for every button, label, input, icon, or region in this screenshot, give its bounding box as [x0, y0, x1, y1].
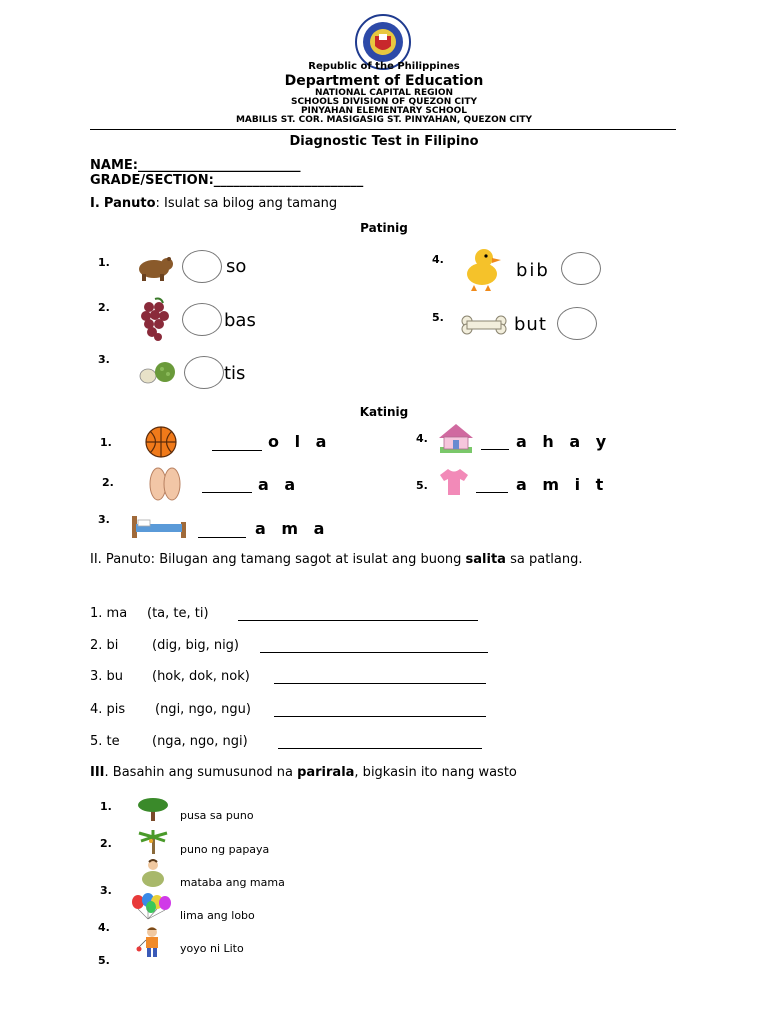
header-divider: [90, 129, 676, 130]
part2-answer-line-2[interactable]: [260, 652, 488, 653]
department-title: Department of Education: [284, 73, 484, 89]
phrase-3: mataba ang mama: [180, 876, 285, 889]
part3-keyword: parirala: [297, 765, 355, 780]
katinig-letters-2: a a: [258, 475, 301, 494]
patinig-num-4: 4.: [432, 253, 444, 266]
region-line: NATIONAL CAPITAL REGION: [314, 88, 454, 98]
katinig-letters-5: a m i t: [516, 475, 609, 494]
shirt-icon: [438, 467, 470, 497]
part2-item-5-choices[interactable]: (nga, ngo, ngi): [152, 734, 248, 749]
name-field[interactable]: NAME:_________________________: [90, 158, 301, 173]
katinig-letters-1: o l a: [268, 432, 332, 451]
tree-icon: [136, 796, 170, 822]
patinig-answer-circle-5[interactable]: [557, 307, 597, 340]
phrase-5: yoyo ni Lito: [180, 942, 244, 955]
part2-item-1-syllable: 1. ma: [90, 606, 128, 621]
part2-item-3-syllable: 3. bu: [90, 669, 124, 684]
part3-roman: III: [90, 765, 105, 780]
part1-roman: I.: [90, 196, 100, 211]
balloons-icon: [130, 892, 172, 920]
part3-text-post: , bigkasin ito nang wasto: [354, 765, 517, 780]
katinig-num-4: 4.: [416, 432, 428, 445]
part2-text-pre: II. Panuto: Bilugan ang tamang sagot at isulat ang buong: [90, 552, 466, 567]
katinig-blank-4[interactable]: [481, 449, 509, 450]
test-title: Diagnostic Test in Filipino: [289, 134, 479, 149]
phrase-4: lima ang lobo: [180, 909, 255, 922]
bear-icon: [134, 254, 174, 282]
katinig-blank-2[interactable]: [202, 492, 252, 493]
ball-icon: [144, 425, 178, 459]
part3-num-3: 3.: [100, 884, 112, 897]
katinig-num-5: 5.: [416, 479, 428, 492]
part2-item-2-syllable: 2. bi: [90, 638, 119, 653]
patinig-num-3: 3.: [98, 353, 110, 366]
bone-icon: [460, 315, 508, 335]
patinig-num-1: 1.: [98, 256, 110, 269]
katinig-letters-4: a h a y: [516, 432, 612, 451]
part2-item-4-syllable: 4. pis: [90, 702, 126, 717]
part2-answer-line-1[interactable]: [238, 620, 478, 621]
part1-instruction: [90, 196, 337, 211]
patinig-answer-circle-4[interactable]: [561, 252, 601, 285]
part2-item-1-choices[interactable]: (ta, te, ti): [147, 606, 209, 621]
atis-fruit-icon: [138, 360, 178, 386]
house-icon: [436, 421, 476, 455]
katinig-num-3: 3.: [98, 513, 110, 526]
grade-section-field[interactable]: GRADE/SECTION:_______________________: [90, 173, 364, 188]
katinig-letters-3: a m a: [255, 519, 330, 538]
part2-item-2-choices[interactable]: (dig, big, nig): [152, 638, 240, 653]
patinig-title: Patinig: [360, 221, 408, 235]
part2-answer-line-3[interactable]: [274, 683, 486, 684]
address-line: MABILIS ST. COR. MASIGASIG ST. PINYAHAN, QUEZON CITY: [235, 115, 533, 125]
katinig-blank-1[interactable]: [212, 450, 262, 451]
patinig-syllable-1: so: [226, 256, 247, 277]
katinig-num-2: 2.: [102, 476, 114, 489]
katinig-num-1: 1.: [100, 436, 112, 449]
part2-answer-line-4[interactable]: [274, 716, 486, 717]
part3-num-1: 1.: [100, 800, 112, 813]
part2-answer-line-5[interactable]: [278, 748, 482, 749]
part2-text-post: sa patlang.: [505, 552, 583, 567]
papaya-tree-icon: [136, 829, 170, 855]
duck-icon: [460, 244, 504, 292]
feet-icon: [146, 462, 184, 502]
republic-line: Republic of the Philippines: [308, 61, 460, 72]
part1-text: : Isulat sa bilog ang tamang: [155, 196, 338, 211]
patinig-syllable-5: but: [514, 314, 547, 335]
division-line: SCHOOLS DIVISION OF QUEZON CITY: [290, 97, 478, 107]
part2-item-3-choices[interactable]: (hok, dok, nok): [152, 669, 250, 684]
patinig-num-5: 5.: [432, 311, 444, 324]
patinig-answer-circle-3[interactable]: [184, 356, 224, 389]
patinig-num-2: 2.: [98, 301, 110, 314]
patinig-answer-circle-2[interactable]: [182, 303, 222, 336]
part2-item-4-choices[interactable]: (ngi, ngo, ngu): [155, 702, 251, 717]
patinig-syllable-3: tis: [224, 363, 246, 384]
part3-num-4: 4.: [98, 921, 110, 934]
patinig-syllable-2: bas: [224, 310, 256, 331]
patinig-syllable-4: bib: [516, 260, 550, 281]
part3-num-5: 5.: [98, 954, 110, 967]
part3-instruction: [90, 765, 517, 780]
katinig-blank-5[interactable]: [476, 492, 508, 493]
part2-instruction: [90, 552, 583, 567]
school-line: PINYAHAN ELEMENTARY SCHOOL: [300, 106, 468, 116]
part2-item-5-syllable: 5. te: [90, 734, 120, 749]
patinig-answer-circle-1[interactable]: [182, 250, 222, 283]
mother-icon: [138, 858, 168, 888]
grapes-icon: [140, 297, 170, 343]
katinig-blank-3[interactable]: [198, 537, 246, 538]
phrase-1: pusa sa puno: [180, 809, 254, 822]
bed-icon: [130, 512, 188, 540]
part3-num-2: 2.: [100, 837, 112, 850]
phrase-2: puno ng papaya: [180, 843, 270, 856]
part1-label: Panuto: [103, 196, 156, 211]
boy-yoyo-icon: [136, 925, 168, 959]
part2-keyword: salita: [465, 552, 506, 567]
part3-text-pre: . Basahin ang sumusunod na: [104, 765, 298, 780]
katinig-title: Katinig: [359, 405, 409, 419]
